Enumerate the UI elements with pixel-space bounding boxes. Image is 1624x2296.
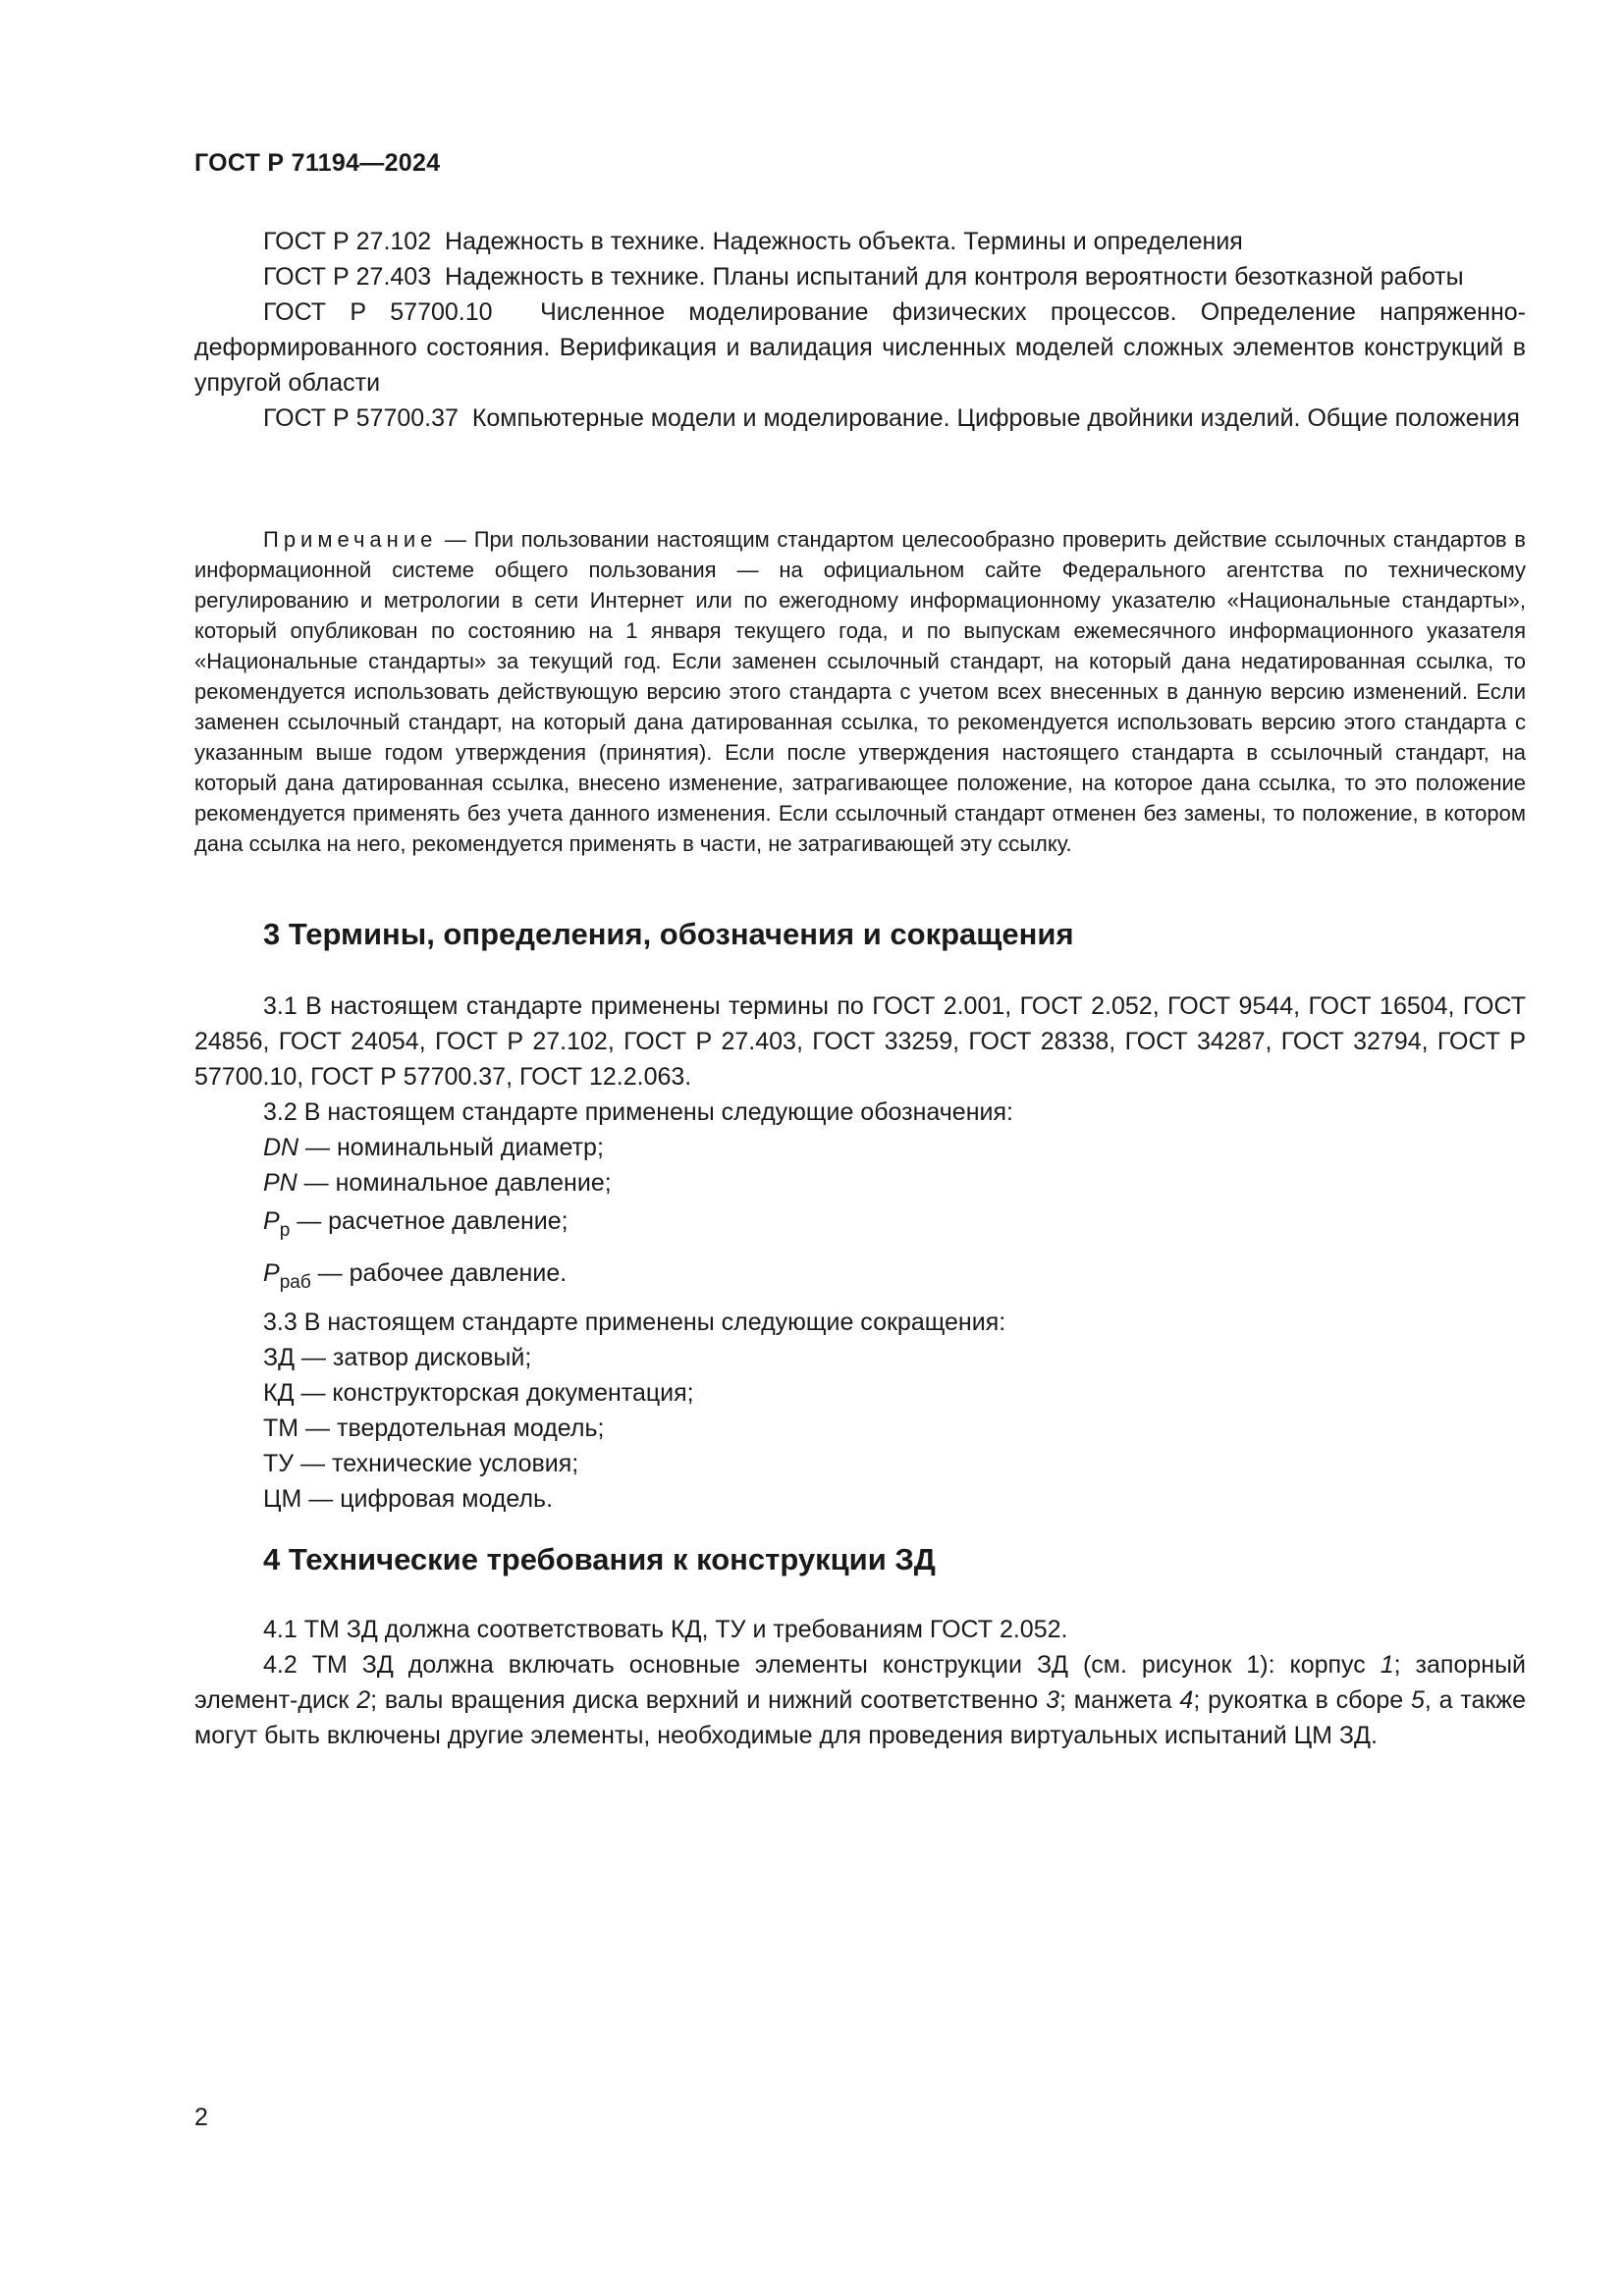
section-4-body [194, 1612, 1526, 1753]
reference-title: Надежность в технике. Надежность объекта. Термины и определения [445, 228, 1243, 255]
reference-code: ГОСТ Р 57700.10 [263, 298, 493, 326]
section-3-heading: 3 Термины, определения, обозначения и сокращения [263, 917, 1074, 951]
reference-title: Численное моделирование физических процессов. Определение напряженно-деформированного состояния. Верификация и валидация численных моделей сложных элементов конструкций в упругой области [194, 298, 1526, 397]
symbol: DN [263, 1134, 299, 1161]
abbreviation-item: ТМ — твердотельная модель; [263, 1415, 605, 1442]
symbol-item: $P_р$ — расчетное давление; [263, 1207, 568, 1241]
references-list [194, 224, 1526, 436]
reference-item [194, 259, 1526, 294]
reference-item [194, 400, 1526, 436]
section-4-heading: 4 Технические требования к конструкции ЗД [263, 1542, 936, 1576]
reference-code: ГОСТ Р 27.102 [263, 228, 432, 255]
paragraph-3-1: 3.1 В настоящем стандарте применены термины по ГОСТ 2.001, ГОСТ 2.052, ГОСТ 9544, ГОСТ 16504, ГОСТ 24856, ГОСТ 24054, ГОСТ Р 27.102, ГОСТ Р 27.403, ГОСТ 33259, ГОСТ 28338, ГОСТ 34287, ГОСТ 32794, ГОСТ Р 57700.10, ГОСТ Р 57700.37, ГОСТ 12.2.063. [194, 992, 1526, 1091]
symbol: P [263, 1259, 280, 1287]
reference-title: Компьютерные модели и моделирование. Цифровые двойники изделий. Общие положения [471, 404, 1520, 432]
note-block [194, 524, 1526, 859]
document-header: ГОСТ Р 71194—2024 [194, 149, 441, 177]
reference-item [194, 224, 1526, 259]
reference-item [194, 294, 1526, 400]
reference-title: Надежность в технике. Планы испытаний для контроля вероятности безотказной работы [445, 263, 1464, 291]
page-number: 2 [194, 2104, 208, 2131]
paragraph-3-2: 3.2 В настоящем стандарте применены следующие обозначения: [263, 1098, 1013, 1126]
symbol-item: $P_{раб}$ — рабочее давление. [263, 1259, 568, 1293]
paragraph-4-1: 4.1 ТМ ЗД должна соответствовать КД, ТУ и требованиям ГОСТ 2.052. [263, 1616, 1068, 1643]
note-text: — При пользовании настоящим стандартом целесообразно проверить действие ссылочных стандартов в информационной системе общего пользования — на официальном сайте Федерального агентства по техническому регулированию и метрологии в сети Интернет или по ежегодному информационному указателю «Национальные стандарты», который опубликован по состоянию на 1 января текущего года, и по выпускам ежемесячного информационного указателя «Национальные стандарты» за текущий год. Если заменен ссылочный стандарт, на который дана недатированная ссылка, то рекомендуется использовать действующую версию этого стандарта с учетом всех внесенных в данную версию изменений. Если заменен ссылочный стандарт, на который дана датированная ссылка, то рекомендуется использовать версию этого стандарта с указанным выше годом утверждения (принятия). Если после утверждения настоящего стандарта в ссылочный стандарт, на который дана датированная ссылка, внесено изменение, затрагивающее положение, на которое дана ссылка, то это положение рекомендуется применять без учета данного изменения. Если ссылочный стандарт отменен без замены, то положение, в котором дана ссылка на него, рекомендуется применять в части, не затрагивающей эту ссылку. [194, 527, 1526, 856]
reference-code: ГОСТ Р 27.403 [263, 263, 432, 291]
symbol: PN [263, 1169, 298, 1197]
symbol-item: PN — номинальное давление; [263, 1169, 612, 1197]
symbol-subscript: раб [279, 1272, 311, 1293]
abbreviation-item: ЗД — затвор дисковый; [263, 1344, 532, 1371]
paragraph-3-3: 3.3 В настоящем стандарте применены следующие сокращения: [263, 1308, 1006, 1336]
symbol-item: DN — номинальный диаметр; [263, 1134, 604, 1161]
note-label: Примечание [263, 527, 438, 552]
section-3-body [194, 988, 1526, 1517]
abbreviation-item: КД — конструкторская документация; [263, 1379, 694, 1407]
paragraph-4-2: 4.2 ТМ ЗД должна включать основные элементы конструкции ЗД (см. рисунок 1): корпус 1; запорный элемент-диск 2; валы вращения диска верхний и нижний соответственно 3; манжета 4; рукоятка в сборе 5, а также могут быть включены другие элементы, необходимые для проведения виртуальных испытаний ЦМ ЗД. [194, 1651, 1526, 1749]
abbreviation-item: ЦМ — цифровая модель. [263, 1485, 554, 1513]
abbreviation-item: ТУ — технические условия; [263, 1450, 579, 1477]
symbol-subscript: р [279, 1220, 291, 1241]
reference-code: ГОСТ Р 57700.37 [263, 404, 459, 432]
symbol: P [263, 1207, 280, 1235]
